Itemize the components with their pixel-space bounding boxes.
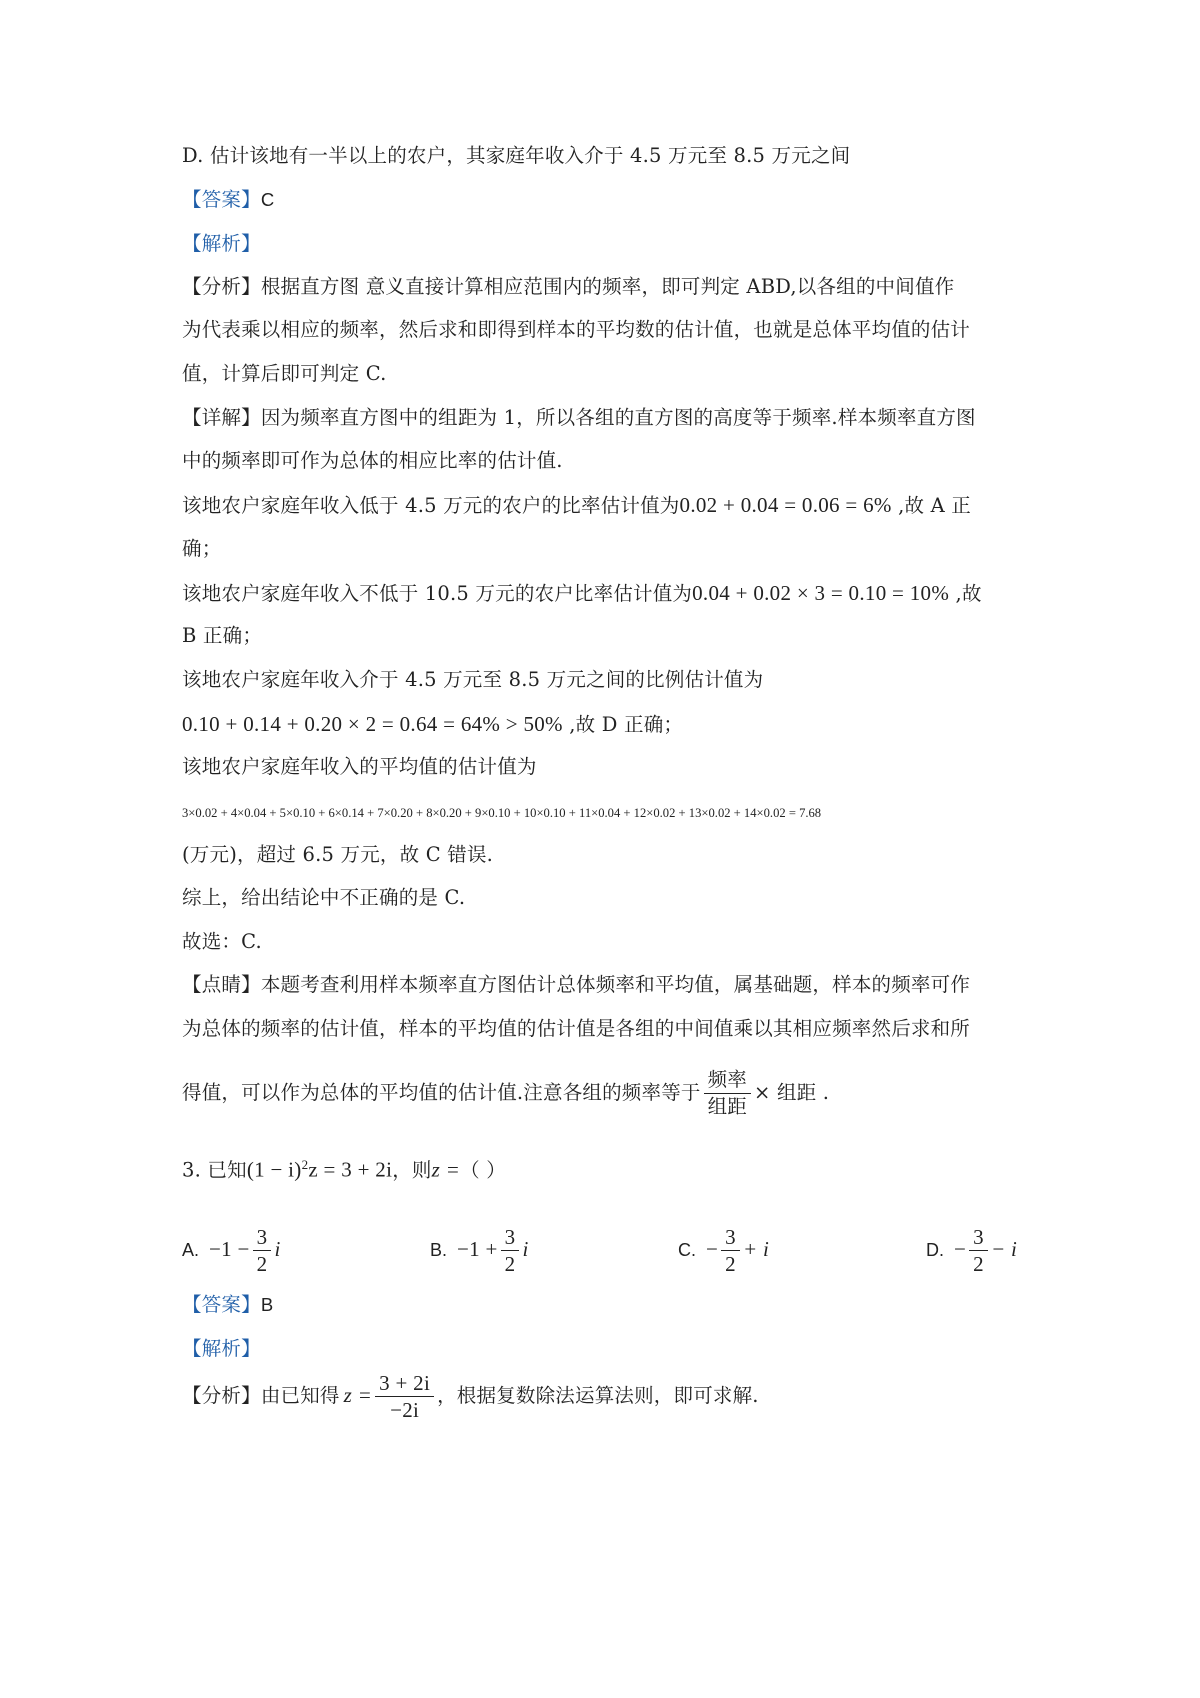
fraction-denominator: 2 xyxy=(504,1252,516,1276)
q3-exponent: 2 xyxy=(301,1157,309,1172)
answer-2 xyxy=(182,1290,273,1320)
choose-line xyxy=(182,927,262,957)
fraction-numerator: 3 xyxy=(504,1225,516,1249)
option-fraction xyxy=(969,1224,988,1277)
q3-z: z = xyxy=(431,1157,461,1182)
fraction-numerator: 频率 xyxy=(707,1068,748,1091)
a-line-2 xyxy=(182,534,221,564)
avg-math: 3×0.02 + 4×0.04 + 5×0.10 + 6×0.14 + 7×0.20 + 8×0.20 + 9×0.10 + 10×0.10 + 11×0.04 + 12×0.02 + 13×0.02 + 14×0.02 = 7.68 xyxy=(182,806,822,820)
option-letter: A. xyxy=(182,1240,200,1260)
d-line-math: 0.10 + 0.14 + 0.20 × 2 = 0.64 = 64% > 50% xyxy=(182,712,563,736)
option-fraction xyxy=(253,1224,272,1277)
d-line xyxy=(182,665,763,695)
fenxi-line-1 xyxy=(182,272,954,302)
b-line-2-text: B 正确； xyxy=(182,624,263,647)
b-line-2 xyxy=(182,621,262,651)
answer-tag: 【答案】 xyxy=(182,1293,261,1316)
b-line xyxy=(182,578,982,609)
option-d xyxy=(926,1224,1017,1277)
d-line-2 xyxy=(182,709,683,740)
option-letter: C. xyxy=(678,1240,696,1260)
a-line-text: 该地农户家庭年收入低于 4.5 万元的农户的比率估计值为 xyxy=(182,494,680,517)
answer-value: B xyxy=(260,1294,274,1315)
question-3 xyxy=(182,1150,506,1186)
z-fraction xyxy=(375,1370,434,1423)
fenxi-text-3: 值，计算后即可判定 C. xyxy=(182,362,387,385)
fenxi-tag: 【分析】 xyxy=(182,275,261,298)
option-c xyxy=(678,1224,769,1277)
xiangjie-line-2 xyxy=(182,446,563,476)
analysis-2 xyxy=(182,1334,261,1364)
answer-value: C xyxy=(260,189,275,210)
option-post: i xyxy=(274,1237,281,1261)
fraction-denominator: 2 xyxy=(725,1252,736,1276)
dianjing-line-1 xyxy=(182,970,970,1000)
dianjing-text-1: 本题考查利用样本频率直方图估计总体频率和平均值，属基础题，样本的频率可作 xyxy=(260,973,971,996)
xiangjie-text-2: 中的频率即可作为总体的相应比率的估计值. xyxy=(182,449,563,472)
analysis-1 xyxy=(182,229,261,259)
answer-1 xyxy=(182,185,274,215)
summary-line xyxy=(182,883,465,913)
fraction-denominator: 组距 xyxy=(707,1095,748,1118)
q3-prefix: 3. 已知 xyxy=(182,1158,247,1182)
fenxi2-line xyxy=(182,1370,759,1423)
xiangjie-tag: 【详解】 xyxy=(182,406,261,429)
b-line-math: 0.04 + 0.02 × 3 = 0.10 = 10% xyxy=(692,581,950,605)
option-post: − i xyxy=(990,1237,1018,1261)
fraction-denominator: 2 xyxy=(256,1252,268,1276)
fenxi-line-3 xyxy=(182,359,387,389)
avg-line-text: 该地农户家庭年收入的平均值的估计值为 xyxy=(182,755,537,778)
option-pre: −1 + xyxy=(457,1237,498,1261)
dianjing-tag: 【点睛】 xyxy=(182,973,261,996)
fraction-numerator: 3 xyxy=(973,1225,984,1249)
option-fraction xyxy=(721,1224,740,1277)
q3-then: ，则 xyxy=(392,1158,432,1182)
summary-text: 综上，给出结论中不正确的是 C. xyxy=(182,886,466,909)
option-letter: D. xyxy=(926,1240,944,1260)
option-letter: B. xyxy=(430,1240,448,1260)
option-pre: − xyxy=(706,1237,719,1261)
option-post: i xyxy=(522,1237,529,1261)
fenxi-text-1: 根据直方图 意义直接计算相应范围内的频率，即可判定 ABD,以各组的中间值作 xyxy=(260,275,955,298)
choose-text: 故选：C. xyxy=(182,930,262,953)
analysis-tag: 【解析】 xyxy=(182,232,261,255)
dianjing-line-2 xyxy=(182,1014,970,1044)
avg-tail-line xyxy=(182,840,493,870)
analysis-tag: 【解析】 xyxy=(182,1337,261,1360)
b-line-text: 该地农户家庭年收入不低于 10.5 万元的农户比率估计值为 xyxy=(182,582,693,605)
fenxi2-post: ，根据复数除法运算法则，即可求解. xyxy=(437,1384,759,1407)
dianjing-text-3-post: × 组距 . xyxy=(754,1081,830,1104)
fenxi-line-2 xyxy=(182,315,970,345)
fenxi2-pre: 由已知得 xyxy=(260,1384,340,1407)
dianjing-text-3-pre: 得值，可以作为总体的平均值的估计值.注意各组的频率等于 xyxy=(182,1081,701,1104)
q3-expr: z = 3 + 2i xyxy=(308,1157,393,1182)
fraction-numerator: 3 + 2i xyxy=(379,1371,431,1395)
q3-expr-base: (1 − i) xyxy=(246,1157,302,1182)
fenxi2-tag: 【分析】 xyxy=(182,1384,261,1407)
b-line-tail: ,故 xyxy=(949,582,982,605)
d-line-text: 该地农户家庭年收入介于 4.5 万元至 8.5 万元之间的比例估计值为 xyxy=(182,668,764,691)
a-line-math: 0.02 + 0.04 = 0.06 = 6% xyxy=(679,493,892,517)
avg-tail: (万元)，超过 6.5 万元，故 C 错误. xyxy=(182,843,494,866)
xiangjie-line-1 xyxy=(182,403,976,433)
option-fraction xyxy=(501,1224,520,1277)
avg-line xyxy=(182,752,537,782)
fenxi2-z: z = xyxy=(343,1383,373,1407)
fraction-denominator: −2i xyxy=(390,1398,420,1422)
xiangjie-text-1: 因为频率直方图中的组距为 1，所以各组的直方图的高度等于频率.样本频率直方图 xyxy=(260,406,976,429)
option-post: + i xyxy=(742,1237,770,1261)
option-pre: − xyxy=(954,1237,967,1261)
fenxi-text-2: 为代表乘以相应的频率，然后求和即得到样本的平均数的估计值，也就是总体平均值的估计 xyxy=(182,318,971,341)
fraction-numerator: 3 xyxy=(725,1225,736,1249)
fraction-denominator: 2 xyxy=(973,1252,984,1276)
option-pre: −1 − xyxy=(209,1237,250,1261)
option-d-content: D. 估计该地有一半以上的农户，其家庭年收入介于 4.5 万元至 8.5 万元之间 xyxy=(182,144,851,167)
answer-tag: 【答案】 xyxy=(182,188,261,211)
d-line-tail: ,故 D 正确； xyxy=(562,713,684,736)
a-line-tail: ,故 A 正 xyxy=(891,494,971,517)
fraction-numerator: 3 xyxy=(256,1225,268,1249)
option-b xyxy=(430,1224,529,1277)
option-d-text xyxy=(182,141,850,171)
a-line-2-text: 确； xyxy=(182,537,222,560)
dianjing-line-3 xyxy=(182,1067,829,1120)
freq-over-width-fraction xyxy=(704,1067,751,1120)
avg-math-line xyxy=(182,796,821,828)
q3-paren: （ ） xyxy=(460,1158,506,1182)
option-a xyxy=(182,1224,281,1277)
a-line xyxy=(182,490,971,521)
dianjing-text-2: 为总体的频率的估计值，样本的平均值的估计值是各组的中间值乘以其相应频率然后求和所 xyxy=(182,1017,971,1040)
